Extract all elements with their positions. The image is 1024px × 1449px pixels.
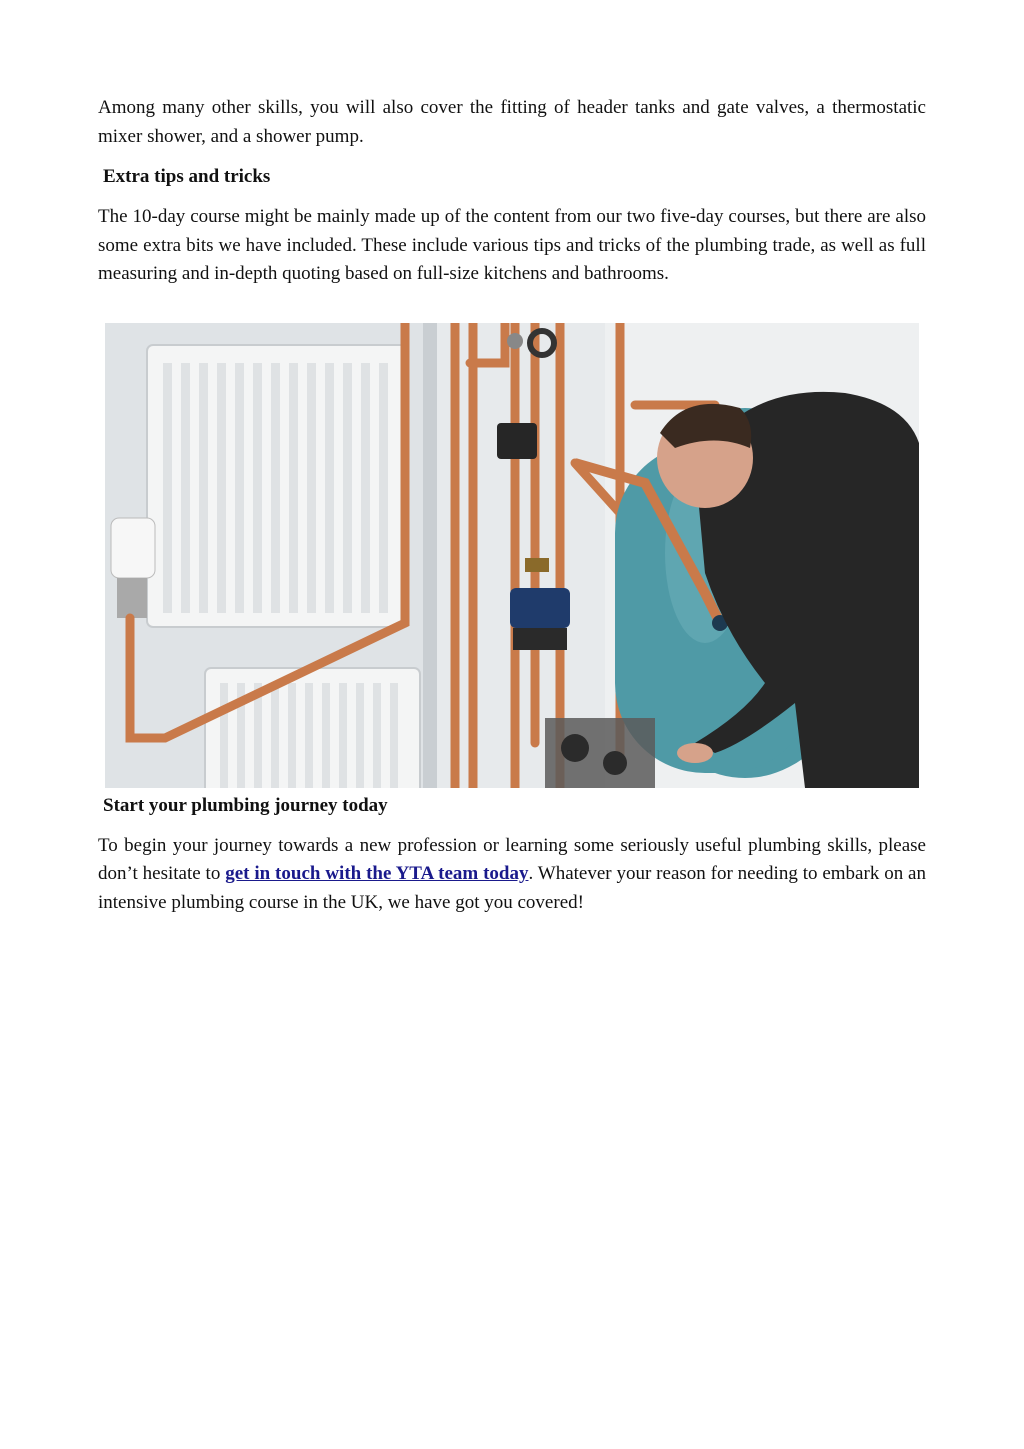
heading-extra-tips: Extra tips and tricks	[103, 166, 271, 187]
extra-tips-paragraph: The 10-day course might be mainly made up of the content from our two five-day courses, but there are also some extra bits we have included. These include various tips and tricks of the plumbing trade, as well as full measuring and in-depth quoting based on full-size kitchens and bathrooms.	[98, 206, 926, 284]
heading-start-journey: Start your plumbing journey today	[103, 794, 388, 816]
document-page	[98, 94, 926, 917]
begin-journey-paragraph	[98, 832, 926, 918]
begin-text-before: To begin your journey towards a new profession or learning some seriously useful plumbing skills, please don’t hesitate to	[98, 834, 926, 884]
plumber-illustration	[105, 323, 919, 788]
skills-paragraph: Among many other skills, you will also cover the fitting of header tanks and gate valves, a thermostatic mixer shower, and a shower pump.	[98, 97, 926, 147]
plumber-photo	[105, 323, 919, 788]
begin-text-after: . Whatever your reason for needing to embark on an intensive plumbing course in the UK, we have got you covered!	[98, 863, 926, 913]
contact-yta-link[interactable]: get in touch with the YTA team today	[225, 863, 529, 884]
